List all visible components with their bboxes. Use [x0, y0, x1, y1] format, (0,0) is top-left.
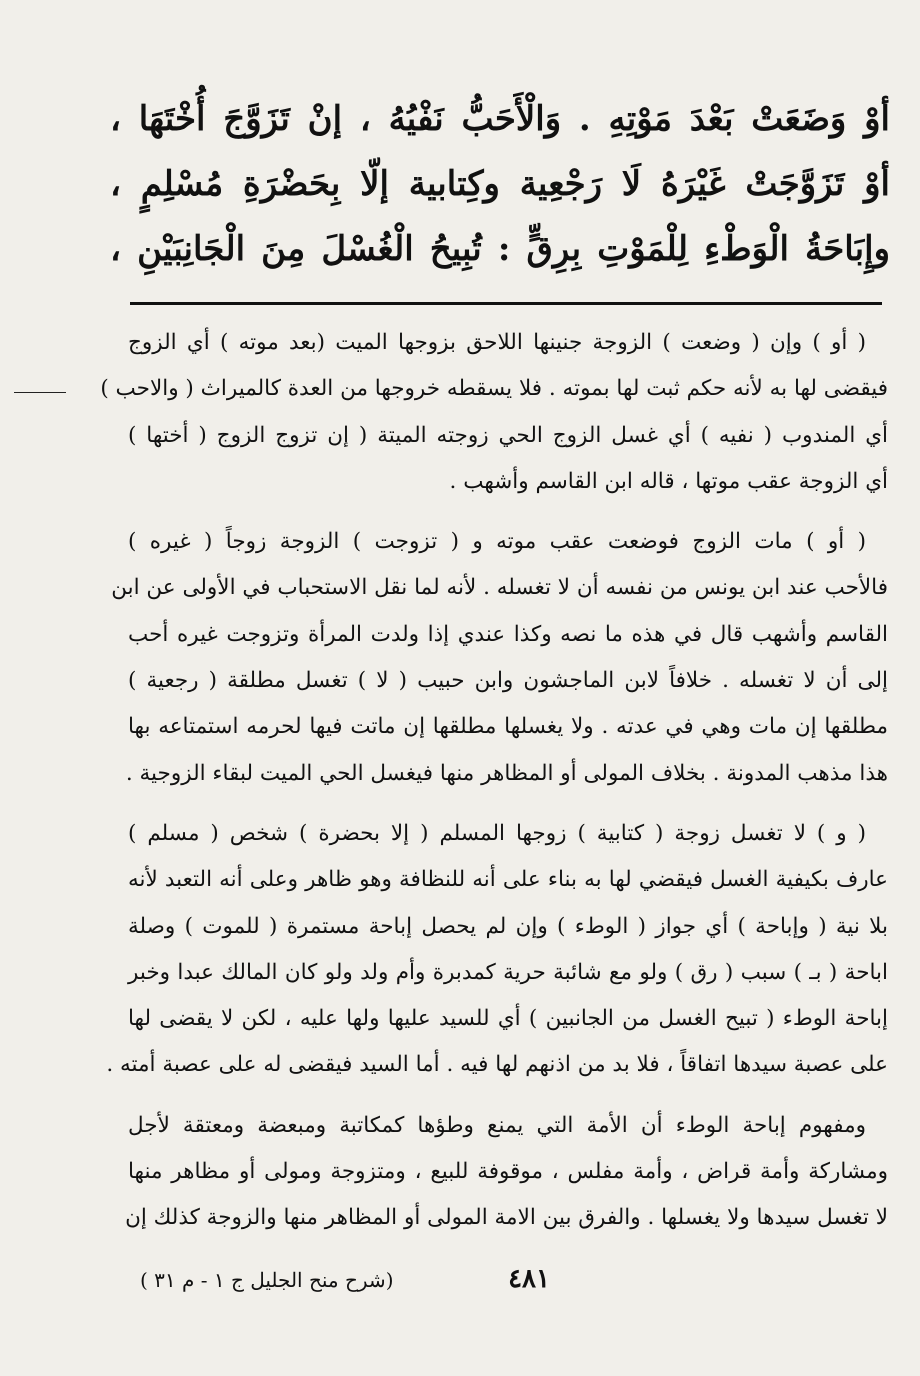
text-line: ( و ) لا تغسل زوجة ( كتابية ) زوجها المسلم ( إلا بحضرة ) شخص ( مسلم )	[128, 820, 866, 846]
text-line: مطلقها إن مات وهي في عدته . ولا يغسلها مطلقها إن ماتت فيها لحرمه استمتاعه بها	[128, 714, 888, 740]
paragraph	[125, 1103, 888, 1242]
text-line: لا تغسل سيدها ولا يغسلها . والفرق بين الامة المولى أو المظاهر منها والزوجة كذلك إن	[125, 1205, 888, 1231]
verse-line-3: وإِبَاحَةُ الْوَطْءِ لِلْمَوْتِ بِرِقٍّ : تُبِيحُ الْغُسْلَ مِنَ الْجَانِبَيْنِ ،	[110, 229, 890, 269]
paragraph	[100, 320, 888, 505]
text-line: ومشاركة وأمة قراض ، وأمة مفلس ، موقوفة للبيع ، ومتزوجة ومولى أو مظاهر منها	[128, 1159, 888, 1185]
verse-line-2: أوْ تَزَوَّجَتْ غَيْرَهُ لَا رَجْعِية وكِتابية إلّا بِحَضْرَةِ مُسْلِمٍ ،	[110, 164, 890, 204]
text-line: القاسم وأشهب قال في هذه ما نصه وكذا عندي إذا ولدت المرأة وتزوجت غيره أحب	[128, 621, 888, 647]
text-line: ( أو ) مات الزوج فوضعت عقب موته و ( تزوجت ) الزوجة زوجاً ( غيره )	[128, 529, 866, 555]
paragraph	[111, 519, 888, 797]
text-line: أي المندوب ( نفيه ) أي غسل الزوج الحي زوجته الميتة ( إن تزوج الزوج ( أختها )	[128, 422, 888, 448]
page-number: ٤٨١	[508, 1264, 550, 1294]
text-line: ( أو ) وإن ( وضعت ) الزوجة جنينها اللاحق بزوجها الميت (بعد موته ) أي الزوج	[128, 330, 866, 355]
text-line: ومفهوم إباحة الوطء أن الأمة التي يمنع وطؤها كمكاتبة ومبعضة ومعتقة لأجل	[128, 1112, 866, 1138]
text-line: إباحة الوطء ( تبيح الغسل من الجانبين ) أي للسيد عليها ولها عليه ، لكن لا يقضى لها	[128, 1006, 888, 1032]
separator-rule	[130, 302, 882, 305]
page-footer	[140, 1264, 880, 1308]
text-line: فيقضى لها به لأنه حكم ثبت لها بموته . فلا يسقطه خروجها من العدة كالميراث ( والاحب )	[100, 376, 888, 402]
text-line: على عصبة سيدها اتفاقاً ، فلا بد من اذنهم لها فيه . أما السيد فيقضى له على عصبة أمته .	[106, 1052, 888, 1078]
commentary-body	[100, 320, 888, 1256]
text-line: إلى أن لا تغسله . خلافاً لابن الماجشون وابن حبيب ( لا ) تغسل مطلقة ( رجعية )	[128, 668, 888, 694]
verse-line-1: أوْ وَضَعَتْ بَعْدَ مَوْتِهِ . وَالْأَحَبُّ نَفْيُهُ ، إنْ تَزَوَّجَ أُخْتَهَا ،	[110, 99, 890, 139]
text-line: فالأحب عند ابن يونس من نفسه أن لا تغسله . لأنه لما نقل الاستحباب في الأولى عن ابن	[111, 575, 888, 601]
paragraph	[106, 811, 888, 1089]
text-line: عارف بكيفية الغسل فيقضي لها به بناء على أنه للنظافة وهو ظاهر وعلى أنه التعبد لأنه	[128, 867, 888, 893]
margin-mark	[14, 392, 66, 393]
text-line: هذا مذهب المدونة . بخلاف المولى أو المظاهر منها فيغسل الحي الميت لبقاء الزوجية .	[125, 760, 888, 786]
volume-reference: (شرح منح الجليل ج ١ - م ٣١ )	[140, 1268, 394, 1292]
text-line: بلا نية ( وإباحة ) أي جواز ( الوطء ) وإن لم يحصل إباحة مستمرة ( للموت ) وصلة	[128, 913, 888, 939]
text-line: أي الزوجة عقب موتها ، قاله ابن القاسم وأشهب .	[449, 468, 888, 494]
text-line: اباحة ( بـ ) سبب ( رق ) ولو مع شائبة حرية كمدبرة وأم ولد ولو كان المالك عبدا وخبر	[128, 959, 888, 985]
